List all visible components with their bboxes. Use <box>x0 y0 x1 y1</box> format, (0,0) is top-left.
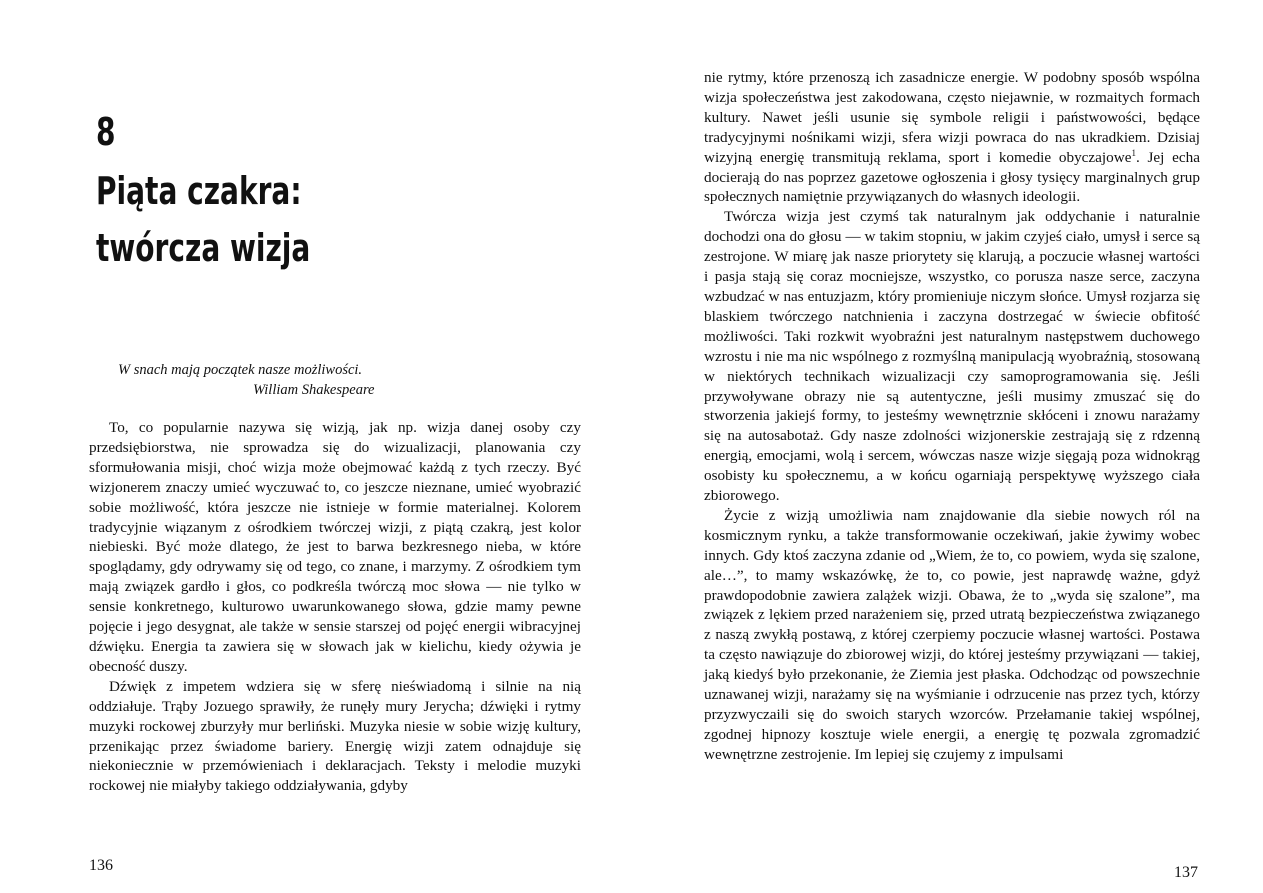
paragraph-continued <box>704 68 1200 207</box>
paragraph-part: nie rytmy, które przenoszą ich zasadnicze energie. W podobny sposób wspólna wizja społeczeństwa jest zakodowana, często niejawnie, w rozmaitych formach kultury. Nawet jeśli usunie się symbole religii i państwowości, będące tradycyjnymi nośnikami wizji, sfera wizji powraca do nas ukradkiem. Dzisiaj wizyjną energię transmitują reklama, sport i komedie obyczajowe <box>704 69 1200 166</box>
epigraph-author: William Shakespeare <box>253 382 375 398</box>
page-number-right: 137 <box>1174 864 1198 881</box>
right-page <box>632 0 1263 893</box>
paragraph: Twórcza wizja jest czymś tak naturalnym jak oddychanie i naturalnie dochodzi ona do głosu — w takim stopniu, w jakim czyjeś ciało, umysł i serce są zestrojone. W miarę jak nasze priorytety się klarują, a poczucie własnej wartości i pasja stają się coraz mocniejsze, wszystko, co porusza nasze serce, zaczyna wzbudzać w nas entuzjazm, który promieniuje niczym słońce. Umysł rozjarza się blaskiem twórczego natchnienia i zaczyna dostrzegać w świecie obfitość możliwości. Taki rozkwit wyobraźni jest naturalnym następstwem duchowego wzrostu i nie ma nic wspólnego z rozmyślną manipulacją wyobraźnią, stosowaną w niektórych technikach wizualizacji czy samoprogramowania się. Jeśli przywoływane obrazy nie są autentyczne, jeśli musimy zmuszać się do stworzenia jakiejś formy, to jesteśmy wewnętrznie skłóceni i znowu narażamy się na autosabotaż. Gdy nasze zdolności wizjonerskie zestrajają się z rdzenną energią, emocjami, wolą i sercem, wówczas nasze wizje sięgają poza widnokrąg osobisty ku społecznemu, a w końcu ogarniają perspektywę wyższego ciała zbiorowego. <box>704 208 1200 505</box>
chapter-title <box>96 163 310 277</box>
epigraph <box>118 360 418 400</box>
left-body-text <box>89 418 581 796</box>
epigraph-quote: W snach mają początek nasze możliwości. <box>118 362 363 378</box>
chapter-title-line-2: twórcza wizja <box>96 226 311 270</box>
chapter-number: 8 <box>96 110 116 154</box>
left-page <box>0 0 631 893</box>
page-number-left: 136 <box>89 857 113 874</box>
paragraph-part: . Jej echa docierają do nas poprzez gazetowe ogłoszenia i głosy tysięcy marginalnych grup społecznych namiętnie przywiązanych do własnych ideologii. <box>704 148 1200 206</box>
right-body-text <box>704 68 1200 765</box>
chapter-title-line-1: Piąta czakra: <box>96 169 302 213</box>
paragraph: Życie z wizją umożliwia nam znajdowanie dla siebie nowych ról na kosmicznym rynku, a także transformowanie oczekiwań, jakie żywimy wobec innych. Gdy ktoś zaczyna zdanie od „Wiem, że to, co powiem, wyda się szalone, ale…”, to mamy wskazówkę, że to, co powie, jest naprawdę ważne, gdyż prawdopodobnie zawiera zalążek wizji. Obawa, że to „wyda się szalone”, ma związek z lękiem przed narażeniem się, przed utratą bezpieczeństwa związanego z naszą zwykłą postawą, z której czerpiemy poczucie własnej wartości. Postawa ta często nawiązuje do zbiorowej wizji, do której jesteśmy przywiązani — takiej, jaką kiedyś było przekonanie, że Ziemia jest płaska. Odchodząc od powszechnie uznawanej wizji, narażamy się na wyśmianie i odrzucenie nas przez tych, którzy przyzwyczaili się do swoich starych wzorców. Przełamanie takiej wspólnej, zgodnej hipnozy kosztuje wiele energii, a energię tę pozwala zgromadzić wewnętrzne zestrojenie. Im lepiej się czujemy z impulsami <box>704 506 1200 763</box>
paragraph: To, co popularnie nazywa się wizją, jak np. wizja danej osoby czy przedsiębiorstwa, nie sprowadza się do wizualizacji, planowania czy sformułowania misji, choć wizja może obejmować każdą z tych rzeczy. Być wizjonerem znaczy umieć wyczuwać to, co jeszcze nieznane, umieć wyobrazić sobie możliwość, która jeszcze nie istnieje w formie materialnej. Kolorem tradycyjnie wiązanym z ośrodkiem twórczej wizji, z piątą czakrą, jest kolor niebieski. Być może dlatego, że jest to barwa bezkresnego nieba, w które spoglądamy, gdy odrywamy się od tego, co znane, i marzymy. Z ośrodkiem tym mają związek gardło i głos, co podkreśla twórczą moc słowa — nie tylko w sensie konkretnego, kulturowo uwarunkowanego słowa, gdzie mamy pewne pojęcie i jego desygnat, ale także w sensie starszej od pojęć energii wibracyjnej dźwięku. Energia ta zawiera się w słowach jak w kielichu, kiedy ożywia je obecność duszy. <box>89 419 581 675</box>
footnote-marker: 1 <box>1131 147 1136 158</box>
paragraph: Dźwięk z impetem wdziera się w sferę nieświadomą i silnie na nią oddziałuje. Trąby Jozuego sprawiły, że runęły mury Jerycha; dźwięki i rytmy muzyki rockowej zburzyły mur berliński. Muzyka niesie w sobie wizję kultury, przenikając przez świadome bariery. Energię wizji zatem odnajduje się niekoniecznie w przemówieniach i deklaracjach. Teksty i melodie muzyki rockowej nie miałyby takiego oddziaływania, gdyby <box>89 677 581 795</box>
